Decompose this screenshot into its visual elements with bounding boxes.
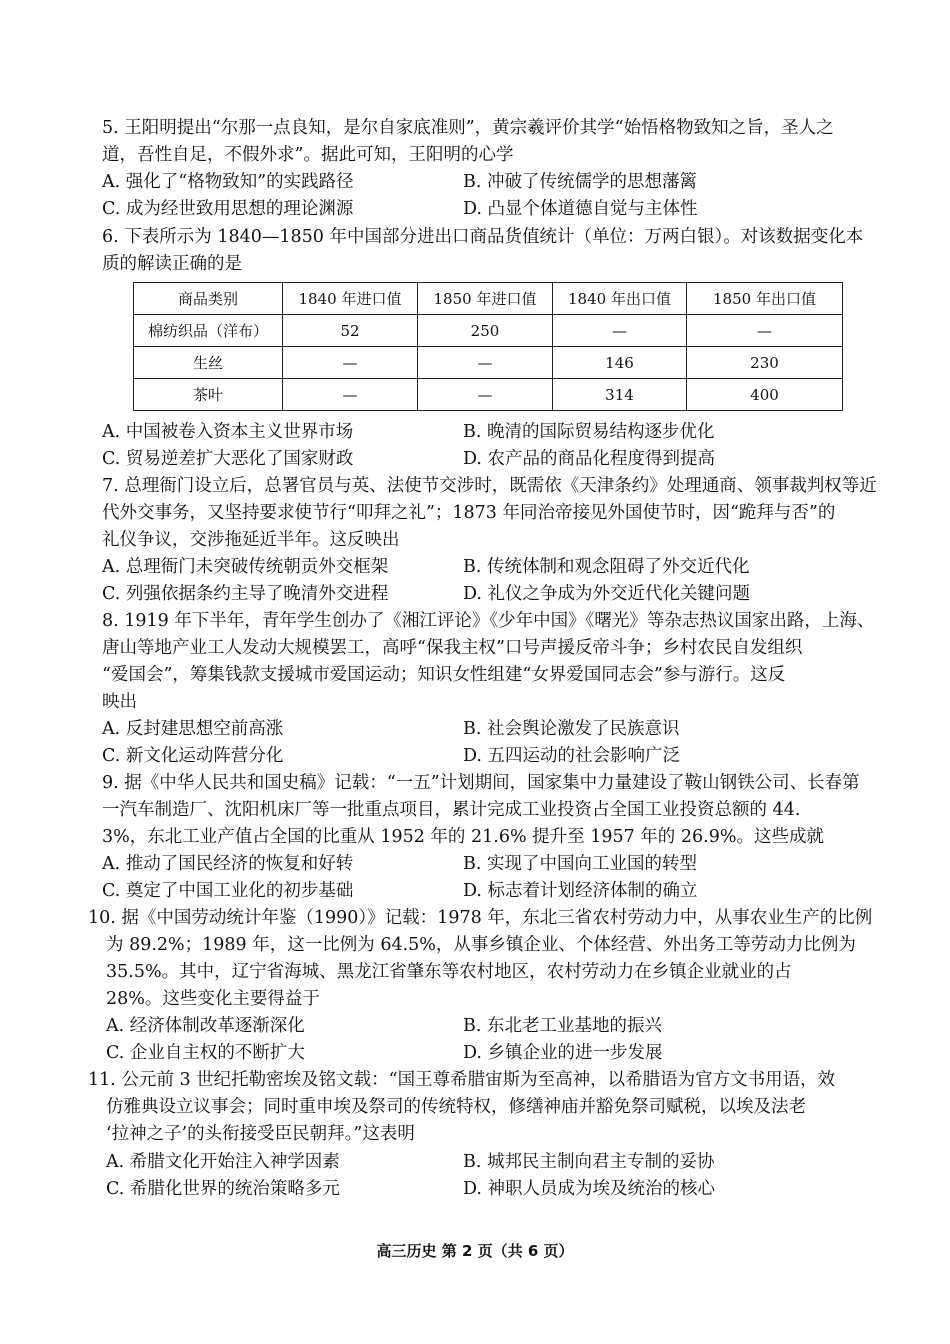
q11-stem-line2: 仿雅典设立议事会；同时重申埃及祭司的传统特权，修缮神庙并豁免祭司赋税，以埃及法老 <box>106 1097 806 1117</box>
q10-option-c[interactable]: C. 企业自主权的不断扩大 <box>106 1043 305 1063</box>
table-cell: — <box>283 347 418 379</box>
q11-stem-line1: 11. 公元前 3 世纪托勒密埃及铭文载：“国王尊希腊宙斯为至高神，以希腊语为官方文书用语，效 <box>88 1070 836 1090</box>
q7-stem-line3: 礼仪争议，交涉拖延近半年。这反映出 <box>102 530 400 550</box>
q9-stem-line2: 一汽车制造厂、沈阳机床厂等一批重点项目，累计完成工业投资占全国工业投资总额的 44. <box>102 800 801 820</box>
q6-option-b[interactable]: B. 晚清的国际贸易结构逐步优化 <box>463 422 715 442</box>
table-header-cell: 1840 年出口值 <box>553 283 687 315</box>
table-header-cell: 1840 年进口值 <box>283 283 418 315</box>
q6-option-a[interactable]: A. 中国被卷入资本主义世界市场 <box>102 422 354 442</box>
q5-stem-line1: 5. 王阳明提出“尔那一点良知，是尔自家底准则”，黄宗羲评价其学“始悟格物致知之旨，圣人之 <box>102 118 834 138</box>
table-row <box>134 315 843 347</box>
table-row <box>134 347 843 379</box>
q6-stem-line2: 质的解读正确的是 <box>102 254 242 274</box>
q11-option-b[interactable]: B. 城邦民主制向君主专制的妥协 <box>463 1152 715 1172</box>
table-header-row <box>134 283 843 315</box>
q8-stem-line1: 8. 1919 年下半年，青年学生创办了《湘江评论》《少年中国》《曙光》等杂志热议国家出路，上海、 <box>102 611 875 631</box>
q8-stem-line4: 映出 <box>102 692 137 712</box>
q5-stem-line2: 道，吾性自足，不假外求”。据此可知，王阳明的心学 <box>102 145 514 165</box>
q9-option-a[interactable]: A. 推动了国民经济的恢复和好转 <box>102 854 354 874</box>
q9-option-c[interactable]: C. 奠定了中国工业化的初步基础 <box>102 881 354 901</box>
table-header-cell: 1850 年进口值 <box>418 283 553 315</box>
q5-option-c[interactable]: C. 成为经世致用思想的理论渊源 <box>102 199 354 219</box>
q6-option-c[interactable]: C. 贸易逆差扩大恶化了国家财政 <box>102 449 354 469</box>
table-cell: 52 <box>283 315 418 347</box>
q10-option-d[interactable]: D. 乡镇企业的进一步发展 <box>463 1043 663 1063</box>
q8-option-b[interactable]: B. 社会舆论激发了民族意识 <box>463 719 680 739</box>
table-cell: 茶叶 <box>134 379 283 411</box>
q7-option-d[interactable]: D. 礼仪之争成为外交近代化关键问题 <box>463 584 751 604</box>
q7-stem-line1: 7. 总理衙门设立后，总署官员与英、法使节交涉时，既需依《天津条约》处理通商、领事裁判权等近 <box>102 476 877 496</box>
q5-option-a[interactable]: A. 强化了“格物致知”的实践路径 <box>102 172 354 192</box>
q8-stem-line2: 唐山等地产业工人发动大规模罢工，高呼“保我主权”口号声援反帝斗争；乡村农民自发组织 <box>102 638 803 658</box>
q10-option-b[interactable]: B. 东北老工业基地的振兴 <box>463 1016 662 1036</box>
q8-option-c[interactable]: C. 新文化运动阵营分化 <box>102 746 284 766</box>
q10-option-a[interactable]: A. 经济体制改革逐渐深化 <box>106 1016 305 1036</box>
q10-stem-line4: 28%。这些变化主要得益于 <box>106 989 320 1009</box>
q10-stem-line3: 35.5%。其中，辽宁省海城、黑龙江省肇东等农村地区，农村劳动力在乡镇企业就业的占 <box>106 962 792 982</box>
table-cell: 314 <box>553 379 687 411</box>
q9-option-d[interactable]: D. 标志着计划经济体制的确立 <box>463 881 698 901</box>
q9-stem-line1: 9. 据《中华人民共和国史稿》记载：“一五”计划期间，国家集中力量建设了鞍山钢铁公司、长春第 <box>102 773 860 793</box>
table-cell: — <box>553 315 687 347</box>
table-cell: 250 <box>418 315 553 347</box>
q8-stem-line3: “爱国会”，筹集钱款支援城市爱国运动；知识女性组建“女界爱国同志会”参与游行。这反 <box>102 665 786 685</box>
q9-option-b[interactable]: B. 实现了中国向工业国的转型 <box>463 854 697 874</box>
q7-option-a[interactable]: A. 总理衙门未突破传统朝贡外交框架 <box>102 557 389 577</box>
q5-option-b[interactable]: B. 冲破了传统儒学的思想藩篱 <box>463 172 697 192</box>
table-cell: — <box>418 379 553 411</box>
page-footer: 高三历史 第 2 页（共 6 页） <box>376 1242 574 1260</box>
q5-option-d[interactable]: D. 凸显个体道德自觉与主体性 <box>463 199 698 219</box>
table-cell: — <box>687 315 843 347</box>
q11-option-a[interactable]: A. 希腊文化开始注入神学因素 <box>106 1152 340 1172</box>
table-cell: — <box>283 379 418 411</box>
table-cell: 400 <box>687 379 843 411</box>
table-cell: 146 <box>553 347 687 379</box>
q8-option-d[interactable]: D. 五四运动的社会影响广泛 <box>463 746 681 766</box>
table-header-cell: 1850 年出口值 <box>687 283 843 315</box>
table-cell: — <box>418 347 553 379</box>
q11-option-d[interactable]: D. 神职人员成为埃及统治的核心 <box>463 1179 716 1199</box>
q6-goods-table <box>133 282 843 411</box>
q7-stem-line2: 代外交事务，又坚持要求使节行“叩拜之礼”；1873 年同治帝接见外国使节时，因“跪拜与否”的 <box>102 503 836 523</box>
q6-option-d[interactable]: D. 农产品的商品化程度得到提高 <box>463 449 716 469</box>
table-row <box>134 379 843 411</box>
table-cell: 230 <box>687 347 843 379</box>
table-header-cell: 商品类别 <box>134 283 283 315</box>
q7-option-c[interactable]: C. 列强依据条约主导了晚清外交进程 <box>102 584 389 604</box>
q11-option-c[interactable]: C. 希腊化世界的统治策略多元 <box>106 1179 340 1199</box>
table-cell: 棉纺织品（洋布） <box>134 315 283 347</box>
q8-option-a[interactable]: A. 反封建思想空前高涨 <box>102 719 284 739</box>
q7-option-b[interactable]: B. 传统体制和观念阻碍了外交近代化 <box>463 557 750 577</box>
q9-stem-line3: 3%，东北工业产值占全国的比重从 1952 年的 21.6% 提升至 1957 年的 26.9%。这些成就 <box>102 827 824 847</box>
q6-stem-line1: 6. 下表所示为 1840—1850 年中国部分进出口商品货值统计（单位：万两白银）。对该数据变化本 <box>102 227 864 247</box>
q10-stem-line2: 为 89.2%；1989 年，这一比例为 64.5%，从事乡镇企业、个体经营、外出务工等劳动力比例为 <box>106 935 856 955</box>
q11-stem-line3: ‘拉神之子’的头衔接受臣民朝拜。”这表明 <box>106 1124 415 1144</box>
table-cell: 生丝 <box>134 347 283 379</box>
q10-stem-line1: 10. 据《中国劳动统计年鉴（1990）》记载：1978 年，东北三省农村劳动力中，从事农业生产的比例 <box>88 908 873 928</box>
